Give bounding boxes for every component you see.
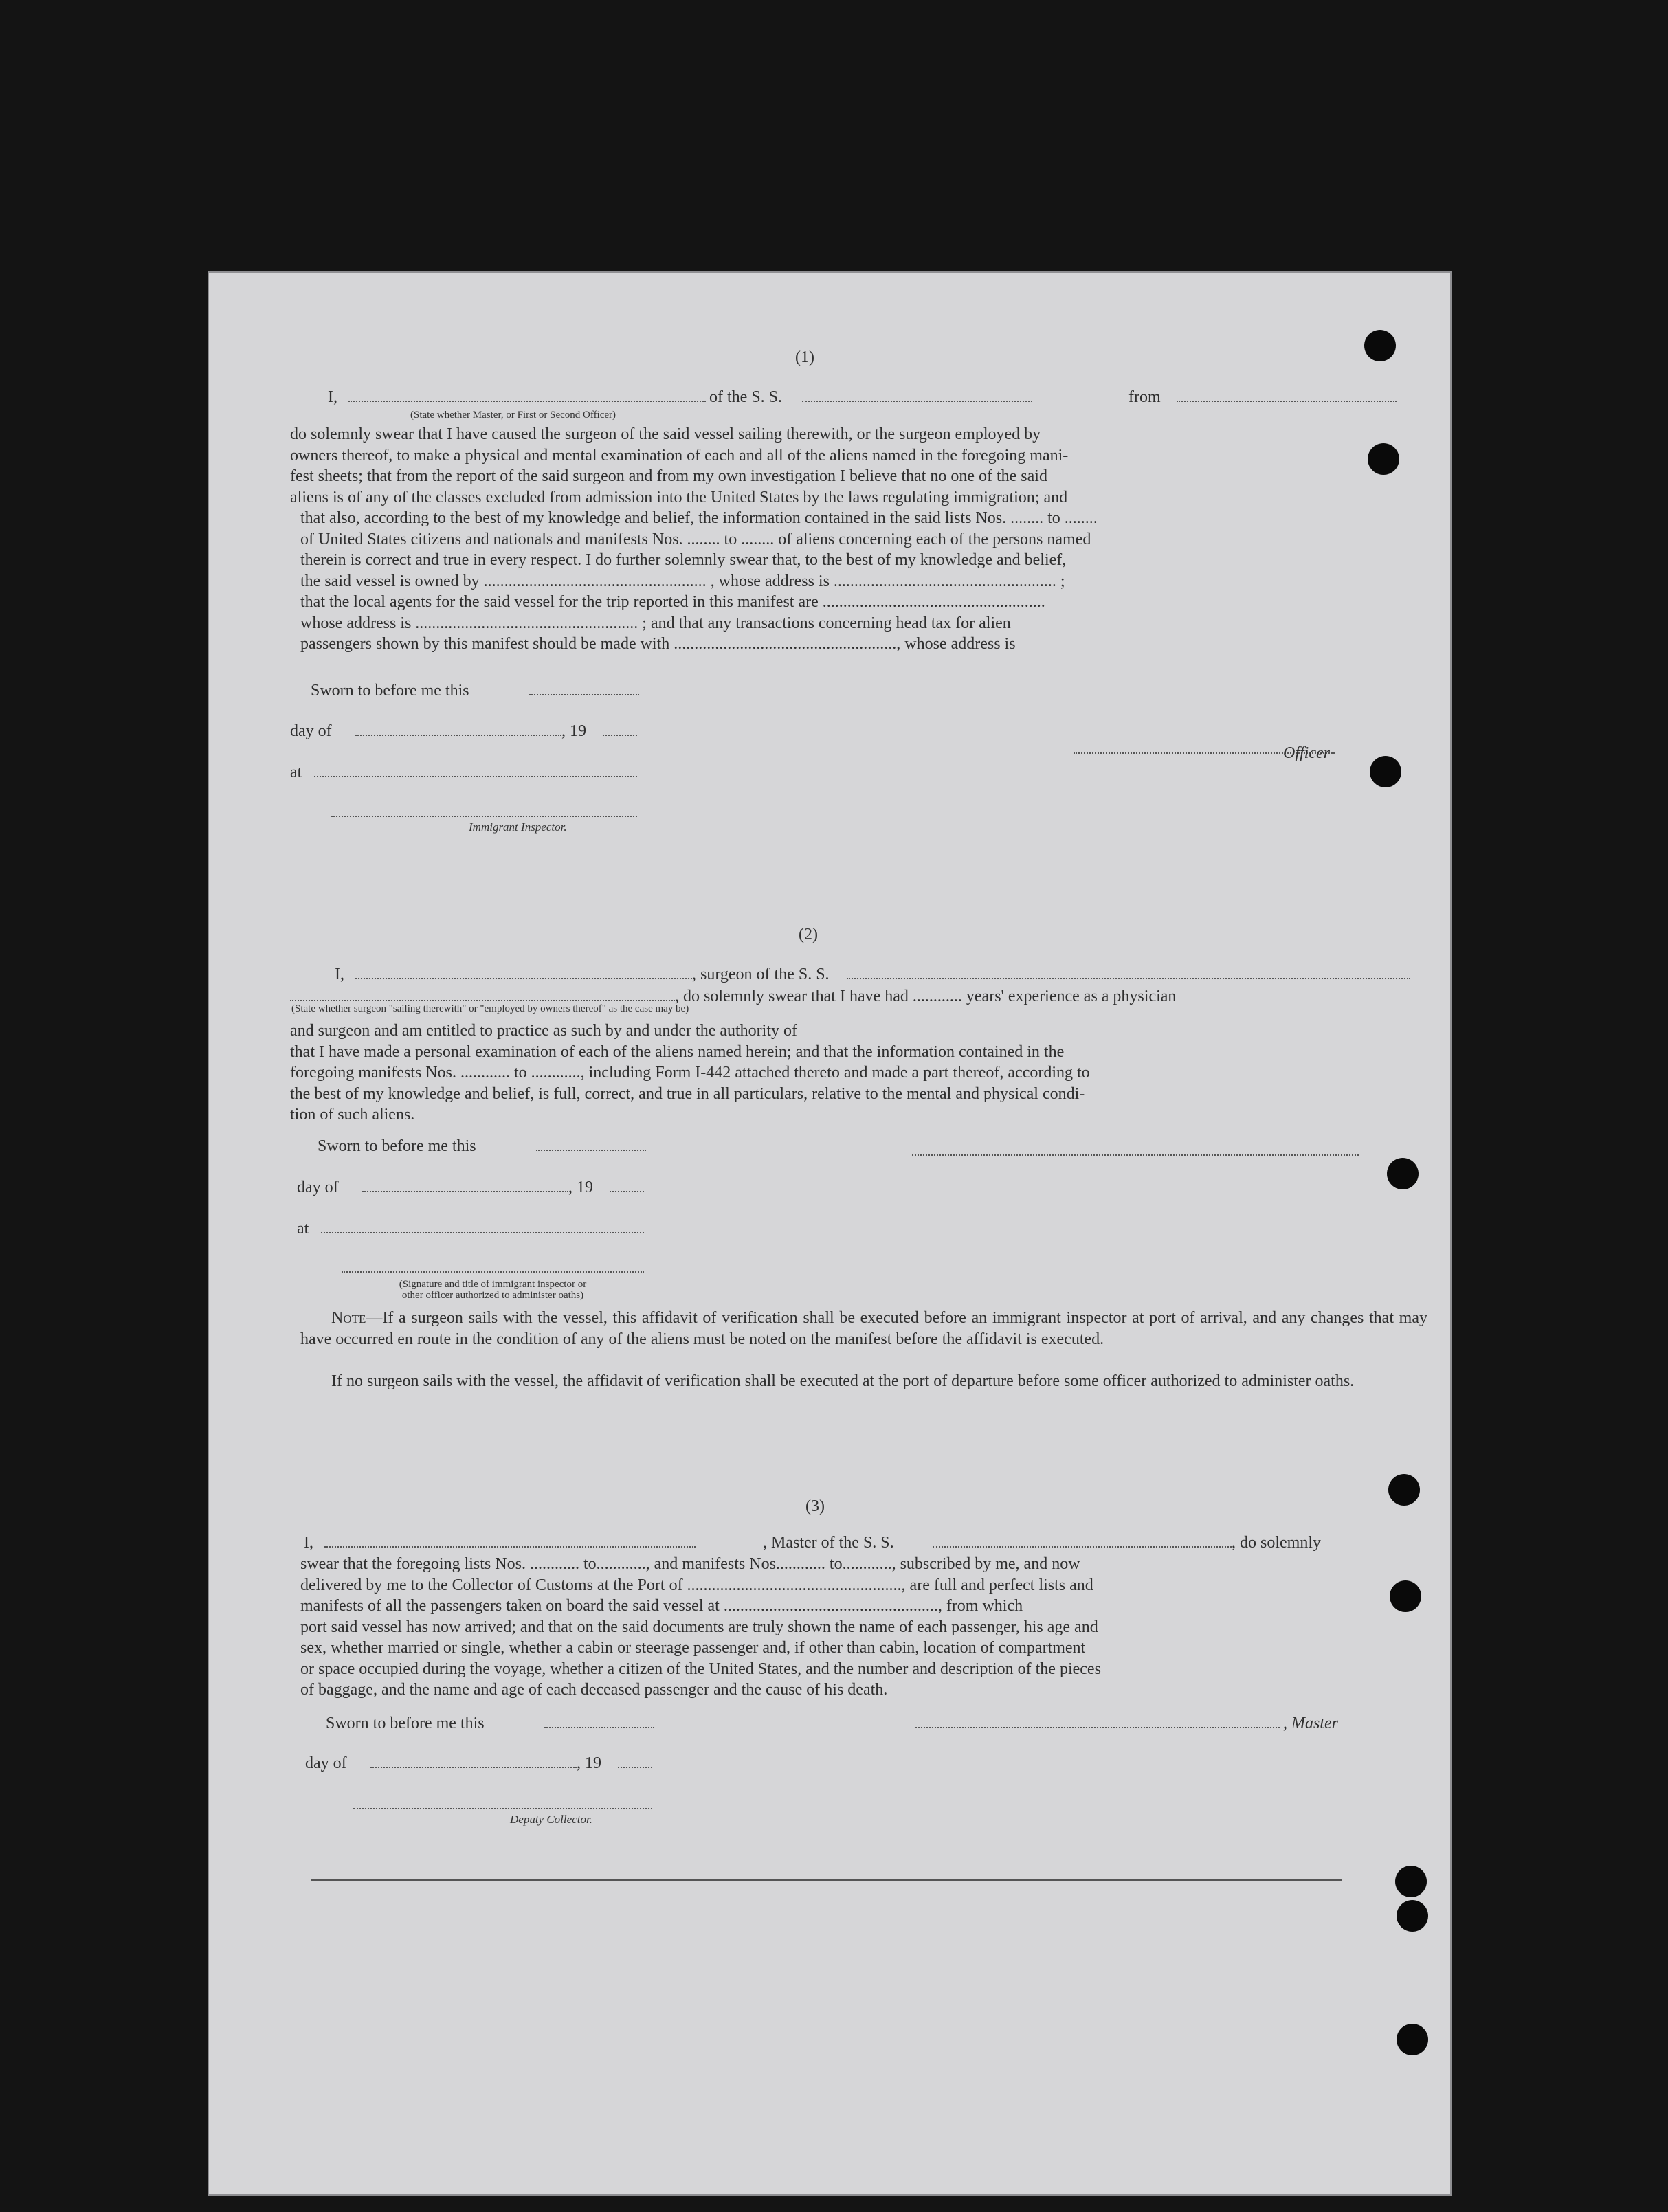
- section1-paragraph: [290, 424, 1421, 655]
- s3-line: or space occupied during the voyage, whether a citizen of the United States, and the number and description of the pieces: [300, 1660, 1101, 1678]
- deputy-signature-field: [353, 1808, 652, 1809]
- section1-i: I,: [328, 388, 337, 406]
- s1-line: owners thereof, to make a physical and mental examination of each and all of the aliens named in the foregoing mani-: [290, 446, 1069, 465]
- port-from-field: [1177, 401, 1397, 402]
- s1-line: passengers shown by this manifest should be made with ......................................................, whose address is: [300, 635, 1016, 653]
- s2-sworn-field: [536, 1150, 646, 1151]
- section2-line2: , do solemnly swear that I have had ............ years' experience as a physician: [675, 987, 1177, 1005]
- s3-day-of: day of: [305, 1754, 347, 1772]
- s1-at-field: [314, 776, 637, 777]
- note-paragraph-2: If no surgeon sails with the vessel, the affidavit of verification shall be executed at the port of departure before some officer authorized to administer oaths.: [331, 1372, 1355, 1390]
- s3-sworn: Sworn to before me this: [326, 1714, 485, 1732]
- surgeon-status-field: [290, 1000, 675, 1001]
- punch-hole: [1364, 330, 1396, 361]
- s1-line: the said vessel is owned by ...................................................... , whose address is ...................................................... ;: [300, 572, 1065, 590]
- immigrant-inspector-label: Immigrant Inspector.: [469, 820, 567, 834]
- s2-line: and surgeon and am entitled to practice as such by and under the authority of: [290, 1022, 797, 1040]
- s2-year: , 19: [568, 1178, 593, 1196]
- s2-line: that I have made a personal examination of each of the aliens named herein; and that the information contained in the: [290, 1042, 1065, 1061]
- s1-line: do solemnly swear that I have caused the surgeon of the said vessel sailing therewith, or the surgeon employed by: [290, 425, 1041, 443]
- note-label: Note: [331, 1309, 366, 1327]
- s3-year-field: [618, 1767, 652, 1768]
- s2-line: foregoing manifests Nos. ............ to ............, including Form I-442 attached thereto and made a part thereof, according to: [290, 1064, 1090, 1082]
- s3-line: sex, whether married or single, whether a cabin or steerage passenger and, if other than cabin, location of compartment: [300, 1639, 1086, 1657]
- s2-day-field: [362, 1191, 568, 1192]
- s1-line: of United States citizens and nationals and manifests Nos. ........ to ........ of aliens concerning each of the persons named: [300, 530, 1091, 548]
- s1-line: whose address is ...................................................... ; and that any transactions concerning head tax for alien: [300, 614, 1011, 632]
- s1-sworn-field: [529, 694, 639, 695]
- section3-master-of: , Master of the S. S.: [763, 1534, 894, 1552]
- s1-line: that also, according to the best of my knowledge and belief, the information contained in the said lists Nos. ........ to ........: [300, 509, 1098, 527]
- s2-day-of: day of: [297, 1178, 339, 1196]
- section1-of-ss: of the S. S.: [709, 388, 783, 406]
- vessel-name-field: [802, 401, 1032, 402]
- s1-line: that the local agents for the said vessel for the trip reported in this manifest are ......................................................: [300, 593, 1045, 611]
- s1-line: aliens is of any of the classes excluded from admission into the United States by the laws regulating immigration; and: [290, 488, 1068, 506]
- s3-line: port said vessel has now arrived; and that on the said documents are truly shown the name of each passenger, his age and: [300, 1618, 1098, 1636]
- punch-hole: [1397, 1900, 1428, 1932]
- master-label: , Master: [1283, 1714, 1338, 1732]
- section2-paragraph: [290, 1020, 1427, 1126]
- s3-line: of baggage, and the name and age of each deceased passenger and the cause of his death.: [300, 1681, 888, 1699]
- s2-year-field: [610, 1191, 644, 1192]
- s3-line: swear that the foregoing lists Nos. ............ to............, and manifests Nos............ to............, subscribed by me, and now: [300, 1555, 1080, 1573]
- s2-inspector-signature-field: [342, 1271, 644, 1273]
- s1-day-of: day of: [290, 722, 332, 740]
- s3-vessel-field: [933, 1546, 1232, 1548]
- section2-number: (2): [799, 926, 818, 943]
- section1-number: (1): [795, 348, 814, 366]
- punch-hole: [1397, 2024, 1428, 2055]
- section2-i: I,: [335, 965, 344, 983]
- section3-paragraph: [300, 1554, 1431, 1701]
- s2-at-field: [321, 1232, 644, 1233]
- punch-hole: [1388, 1474, 1420, 1506]
- punch-hole: [1387, 1158, 1419, 1189]
- section1-from: from: [1128, 388, 1161, 406]
- punch-hole: [1390, 1580, 1421, 1612]
- section3-i: I,: [304, 1534, 313, 1552]
- punch-hole: [1395, 1866, 1427, 1897]
- officer-label: Officer: [1283, 744, 1330, 762]
- s1-line: fest sheets; that from the report of the said surgeon and from my own investigation I believe that no one of the said: [290, 467, 1047, 485]
- s3-master-name-field: [324, 1546, 696, 1548]
- note-text-1: —If a surgeon sails with the vessel, this affidavit of verification shall be executed before an immigrant inspector at port of arrival, and any changes that may have occurred en route in the condition of any of the aliens must be noted on the manifest before the affidavit is executed.: [300, 1309, 1427, 1348]
- s3-line: delivered by me to the Collector of Customs at the Port of ...................................................., are full and perfect lists and: [300, 1576, 1093, 1594]
- inspector-signature-field: [331, 816, 637, 817]
- surgeon-signature-field: [912, 1154, 1359, 1156]
- section3-number: (3): [805, 1497, 825, 1515]
- rank-caption: (State whether Master, or First or Second Officer): [410, 410, 616, 421]
- s1-line: therein is correct and true in every respect. I do further solemnly swear that, to the best of my knowledge and belief,: [300, 551, 1067, 569]
- s2-at: at: [297, 1220, 309, 1238]
- surgeon-caption: (State whether surgeon "sailing therewith" or "employed by owners thereof" as the case may be): [291, 1003, 689, 1014]
- s2-line: tion of such aliens.: [290, 1106, 415, 1124]
- master-word: Master: [1291, 1714, 1338, 1732]
- surgeon-name-field: [355, 978, 692, 979]
- master-signature-field: [915, 1727, 1280, 1728]
- punch-hole: [1368, 443, 1399, 475]
- bottom-rule: [311, 1879, 1342, 1881]
- s3-day-field: [370, 1767, 577, 1768]
- section3-solemnly: , do solemnly: [1232, 1534, 1321, 1552]
- deputy-collector-label: Deputy Collector.: [510, 1813, 592, 1826]
- s1-day-field: [355, 735, 561, 736]
- s2-vessel-field: [847, 978, 1410, 979]
- s2-sworn: Sworn to before me this: [318, 1137, 476, 1155]
- s3-sworn-field: [544, 1727, 654, 1728]
- manifest-sheet: [208, 271, 1452, 2196]
- note-paragraph-1: [300, 1308, 1427, 1350]
- officer-rank-field: [348, 401, 706, 402]
- s1-year-field: [603, 735, 637, 736]
- s1-at: at: [290, 763, 302, 781]
- s1-sworn: Sworn to before me this: [311, 682, 469, 700]
- s3-line: manifests of all the passengers taken on board the said vessel at ...................................................., from which: [300, 1597, 1023, 1615]
- section2-surgeon-of: , surgeon of the S. S.: [692, 965, 830, 983]
- s1-year: , 19: [561, 722, 586, 740]
- punch-hole: [1370, 756, 1401, 787]
- sig-caption-1: (Signature and title of immigrant inspector or: [399, 1279, 587, 1290]
- s2-line: the best of my knowledge and belief, is full, correct, and true in all particulars, relative to the mental and physical condi-: [290, 1084, 1085, 1103]
- sig-caption-2: other officer authorized to administer oaths): [401, 1290, 584, 1301]
- s3-year: , 19: [577, 1754, 601, 1772]
